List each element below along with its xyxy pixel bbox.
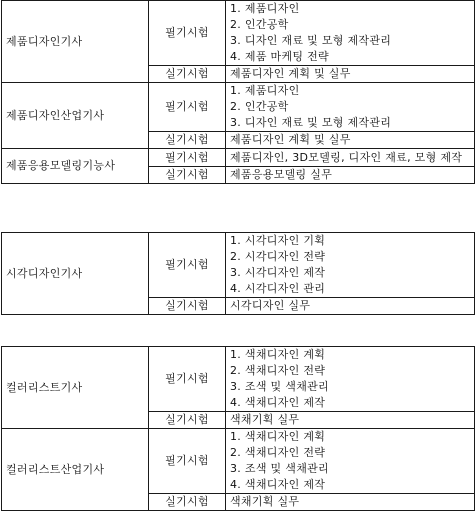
- subject-item: 4. 색채디자인 제작: [230, 478, 326, 491]
- written-exam-subjects: 제품디자인, 3D모델링, 디자인 재료, 모형 제작: [226, 149, 475, 167]
- subject-item: 4. 시각디자인 관리: [230, 282, 326, 295]
- subject-item: 1. 색채디자인 계획: [230, 348, 326, 361]
- visual-design-exam-table: [1, 232, 475, 315]
- table-row: [2, 149, 475, 167]
- certification-name: 제품디자인산업기사: [2, 83, 149, 149]
- written-exam-label: 필기시험: [149, 429, 226, 494]
- written-exam-subjects: [226, 1, 475, 66]
- subject-item: 2. 인간공학: [230, 100, 289, 113]
- practical-exam-subject: 제품디자인 계획 및 실무: [226, 132, 475, 149]
- practical-exam-subject: 제품디자인 계획 및 실무: [226, 66, 475, 83]
- subject-item: 2. 색채디자인 전략: [230, 364, 326, 377]
- written-exam-subjects: [226, 429, 475, 494]
- subject-item: 3. 조색 및 색채관리: [230, 380, 329, 393]
- subject-item: 1. 시각디자인 기획: [230, 234, 326, 247]
- subject-item: 2. 색채디자인 전략: [230, 446, 326, 459]
- certification-name: 컬러리스트산업기사: [2, 429, 149, 511]
- certification-name: 제품응용모델링기능사: [2, 149, 149, 184]
- table-row: [2, 1, 475, 66]
- subject-item: 2. 인간공학: [230, 18, 289, 31]
- subject-item: 3. 시각디자인 제작: [230, 266, 326, 279]
- table-row: [2, 429, 475, 494]
- practical-exam-label: 실기시험: [149, 66, 226, 83]
- subject-item: 4. 제품 마케팅 전략: [230, 50, 329, 63]
- practical-exam-label: 실기시험: [149, 494, 226, 511]
- written-exam-label: 필기시험: [149, 149, 226, 167]
- colorist-exam-table: [1, 346, 475, 511]
- table-row: [2, 347, 475, 412]
- certification-name: 컬러리스트기사: [2, 347, 149, 429]
- subject-item: 3. 디자인 재료 및 모형 제작관리: [230, 116, 392, 129]
- subject-item: 1. 제품디자인: [230, 84, 300, 97]
- certification-name: 시각디자인기사: [2, 233, 149, 315]
- subject-item: 3. 디자인 재료 및 모형 제작관리: [230, 34, 392, 47]
- subject-item: 1. 색채디자인 계획: [230, 430, 326, 443]
- practical-exam-subject: 색채기획 실무: [226, 412, 475, 429]
- subject-item: 1. 제품디자인: [230, 2, 300, 15]
- practical-exam-label: 실기시험: [149, 412, 226, 429]
- certification-name: 제품디자인기사: [2, 1, 149, 83]
- practical-exam-label: 실기시험: [149, 167, 226, 184]
- written-exam-subjects: [226, 233, 475, 298]
- practical-exam-subject: 색채기획 실무: [226, 494, 475, 511]
- written-exam-label: 필기시험: [149, 1, 226, 66]
- practical-exam-label: 실기시험: [149, 132, 226, 149]
- table-row: [2, 233, 475, 298]
- written-exam-label: 필기시험: [149, 83, 226, 132]
- written-exam-subjects: [226, 347, 475, 412]
- subject-item: 3. 조색 및 색채관리: [230, 462, 329, 475]
- written-exam-label: 필기시험: [149, 347, 226, 412]
- written-exam-subjects: [226, 83, 475, 132]
- product-design-exam-table: [1, 0, 475, 184]
- practical-exam-subject: 시각디자인 실무: [226, 298, 475, 315]
- table-row: [2, 83, 475, 132]
- written-exam-label: 필기시험: [149, 233, 226, 298]
- practical-exam-subject: 제품응용모델링 실무: [226, 167, 475, 184]
- subject-item: 2. 시각디자인 전략: [230, 250, 326, 263]
- practical-exam-label: 실기시험: [149, 298, 226, 315]
- subject-item: 4. 색채디자인 제작: [230, 396, 326, 409]
